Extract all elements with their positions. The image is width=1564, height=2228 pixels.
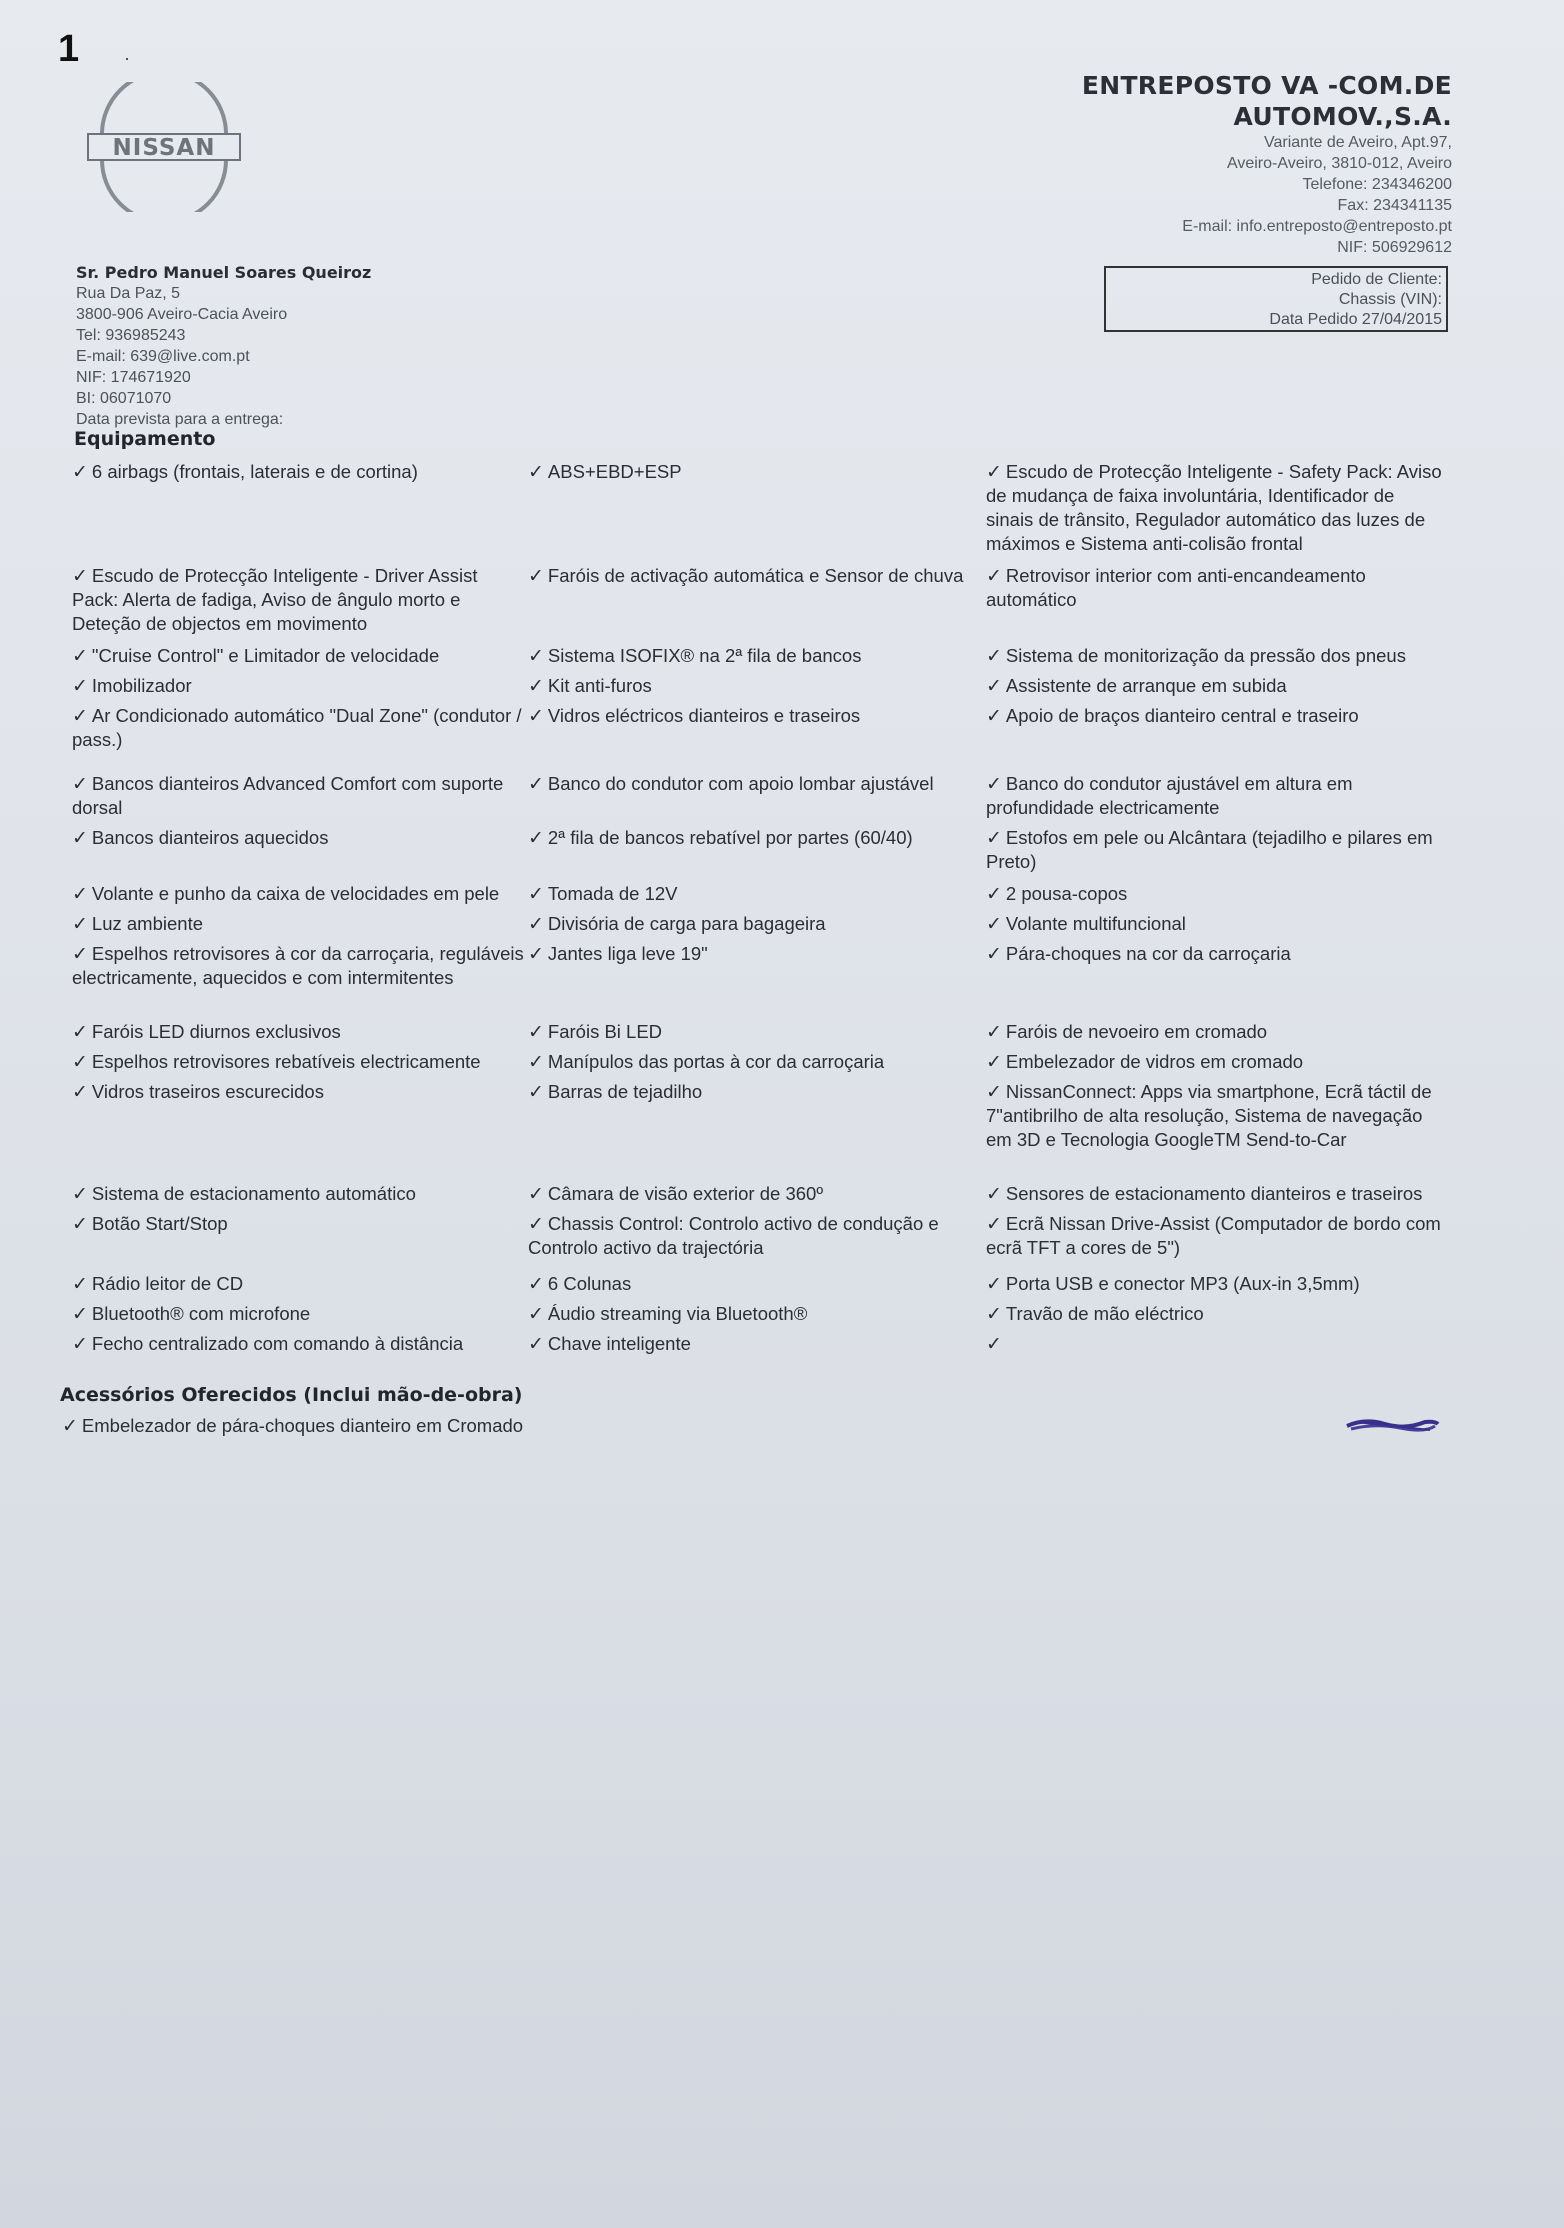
check-icon: ✓ [528, 1273, 544, 1295]
equipment-item [72, 1080, 524, 1104]
dealer-nif: NIF: 506929612 [1337, 239, 1452, 256]
check-icon: ✓ [72, 565, 88, 587]
check-icon: ✓ [986, 827, 1002, 849]
dealer-phone: Telefone: 234346200 [1302, 176, 1452, 193]
check-icon: ✓ [986, 883, 1002, 905]
check-icon: ✓ [72, 1021, 88, 1043]
equipment-item-label: Embelezador de vidros em cromado [1005, 1051, 1304, 1072]
equipment-item-label: Travão de mão eléctrico [1005, 1303, 1204, 1324]
equipment-item [72, 704, 524, 752]
customer-phone: Tel: 936985243 [76, 327, 186, 344]
chassis-label: Chassis (VIN): [1338, 291, 1442, 308]
equipment-item-label: "Cruise Control" e Limitador de velocidade [91, 645, 440, 666]
equipment-item-label: Botão Start/Stop [91, 1213, 228, 1234]
check-icon: ✓ [986, 1333, 1002, 1355]
check-icon: ✓ [528, 1051, 544, 1073]
equipment-item-label: Sistema ISOFIX® na 2ª fila de bancos [547, 645, 862, 666]
equipment-item [72, 674, 524, 698]
check-icon: ✓ [528, 461, 544, 483]
equipment-item [986, 1302, 1446, 1326]
equipment-item-label: Ecrã Nissan Drive-Assist (Computador de bordo com ecrã TFT a cores de 5") [986, 1213, 1441, 1258]
check-icon: ✓ [528, 1213, 544, 1235]
equipment-item [528, 564, 988, 588]
check-icon: ✓ [986, 645, 1002, 667]
check-icon: ✓ [528, 645, 544, 667]
equipment-item-label: Estofos em pele ou Alcântara (tejadilho e pilares em Preto) [986, 827, 1433, 872]
equipment-item [528, 772, 988, 796]
page-number: 1 [58, 28, 80, 70]
equipment-item-label: Rádio leitor de CD [91, 1273, 244, 1294]
check-icon: ✓ [986, 773, 1002, 795]
equipment-item [986, 1050, 1446, 1074]
equipment-item-label: Sistema de estacionamento automático [91, 1183, 416, 1204]
check-icon: ✓ [986, 1213, 1002, 1235]
check-icon: ✓ [528, 1021, 544, 1043]
equipment-item [986, 1212, 1446, 1260]
equipment-item-label: 6 Colunas [547, 1273, 632, 1294]
equipment-item [528, 1332, 988, 1356]
equipment-item-label: Sistema de monitorização da pressão dos pneus [1005, 645, 1406, 666]
equipment-item-label: Chave inteligente [547, 1333, 691, 1354]
check-icon: ✓ [72, 1303, 88, 1325]
equipment-item [72, 460, 524, 484]
dealer-email: E-mail: info.entreposto@entreposto.pt [1182, 218, 1452, 235]
order-date: Data Pedido 27/04/2015 [1269, 311, 1442, 328]
check-icon: ✓ [72, 1183, 88, 1205]
equipment-item [528, 1080, 988, 1104]
equipment-item-label: Bancos dianteiros Advanced Comfort com suporte dorsal [72, 773, 504, 818]
equipment-item [528, 1302, 988, 1326]
check-icon: ✓ [528, 773, 544, 795]
equipment-item-label: Imobilizador [91, 675, 192, 696]
equipment-item-label: Espelhos retrovisores à cor da carroçaria, reguláveis electricamente, aquecidos e com intermitentes [72, 943, 524, 988]
check-icon: ✓ [986, 1051, 1002, 1073]
equipment-item-label: Faróis de activação automática e Sensor de chuva [547, 565, 964, 586]
check-icon: ✓ [528, 705, 544, 727]
dealer-header [892, 70, 1452, 258]
equipment-item [528, 704, 988, 728]
equipment-item [528, 644, 988, 668]
check-icon: ✓ [528, 1183, 544, 1205]
accessories-title: Acessórios Oferecidos (Inclui mão-de-obra) [60, 1384, 523, 1406]
customer-email: E-mail: 639@live.com.pt [76, 348, 250, 365]
equipment-item [72, 1050, 524, 1074]
customer-city: 3800-906 Aveiro-Cacia Aveiro [76, 306, 288, 323]
equipment-item [72, 1182, 524, 1206]
equipment-item [72, 1302, 524, 1326]
check-icon: ✓ [528, 827, 544, 849]
equipment-item-label: Assistente de arranque em subida [1005, 675, 1287, 696]
equipment-item [986, 1332, 1446, 1356]
client-order-label: Pedido de Cliente: [1311, 271, 1442, 288]
dealer-fax: Fax: 234341135 [1337, 197, 1452, 214]
equipment-item-label: Divisória de carga para bagageira [547, 913, 826, 934]
check-icon: ✓ [72, 705, 88, 727]
equipment-item-label: Escudo de Protecção Inteligente - Driver Assist Pack: Alerta de fadiga, Aviso de ângulo morto e Deteção de objectos em movimento [72, 565, 478, 634]
check-icon: ✓ [72, 1273, 88, 1295]
equipment-item-label: Faróis LED diurnos exclusivos [91, 1021, 341, 1042]
equipment-title: Equipamento [74, 428, 216, 450]
check-icon: ✓ [72, 943, 88, 965]
equipment-item [528, 674, 988, 698]
equipment-item [528, 1272, 988, 1296]
equipment-item [528, 1020, 988, 1044]
check-icon: ✓ [72, 1213, 88, 1235]
accessory-item-label: Embelezador de pára-choques dianteiro em Cromado [81, 1415, 524, 1436]
check-icon: ✓ [986, 1183, 1002, 1205]
check-icon: ✓ [72, 913, 88, 935]
equipment-item-label: Câmara de visão exterior de 360º [547, 1183, 824, 1204]
delivery-date-label: Data prevista para a entrega: [76, 411, 284, 428]
check-icon: ✓ [528, 1333, 544, 1355]
equipment-item [986, 1020, 1446, 1044]
equipment-item [528, 942, 988, 966]
check-icon: ✓ [986, 565, 1002, 587]
equipment-item [986, 1080, 1446, 1152]
check-icon: ✓ [72, 675, 88, 697]
equipment-item-label: NissanConnect: Apps via smartphone, Ecrã táctil de 7"antibrilho de alta resolução, Sistema de navegação em 3D e Tecnologia GoogleTM Send-to-Car [986, 1081, 1432, 1150]
equipment-item [72, 644, 524, 668]
equipment-item [986, 564, 1446, 612]
check-icon: ✓ [986, 1273, 1002, 1295]
check-icon: ✓ [528, 1081, 544, 1103]
check-icon: ✓ [986, 1303, 1002, 1325]
pen-scribble-mark [1345, 1414, 1440, 1436]
equipment-item [986, 460, 1446, 556]
check-icon: ✓ [72, 461, 88, 483]
check-icon: ✓ [528, 565, 544, 587]
check-icon: ✓ [986, 1021, 1002, 1043]
check-icon: ✓ [986, 913, 1002, 935]
equipment-item [528, 1212, 988, 1260]
check-icon: ✓ [528, 883, 544, 905]
equipment-item-label: Vidros eléctricos dianteiros e traseiros [547, 705, 861, 726]
dealer-name-line2: AUTOMOV.,S.A. [1233, 102, 1452, 131]
equipment-item [986, 882, 1446, 906]
nissan-logo [84, 82, 244, 212]
equipment-item-label: Apoio de braços dianteiro central e traseiro [1005, 705, 1359, 726]
customer-street: Rua Da Paz, 5 [76, 285, 181, 302]
equipment-item [72, 772, 524, 820]
customer-block [76, 262, 576, 430]
equipment-item [528, 912, 988, 936]
equipment-item-label: Vidros traseiros escurecidos [91, 1081, 324, 1102]
customer-bi: BI: 06071070 [76, 390, 172, 407]
equipment-item [72, 912, 524, 936]
check-icon: ✓ [528, 943, 544, 965]
equipment-item-label: Banco do condutor ajustável em altura em profundidade electricamente [986, 773, 1353, 818]
equipment-item [986, 772, 1446, 820]
equipment-item [528, 882, 988, 906]
equipment-item [528, 826, 988, 850]
equipment-item-label: 2ª fila de bancos rebatível por partes (60/40) [547, 827, 913, 848]
order-info-box [1104, 266, 1448, 332]
check-icon: ✓ [986, 461, 1002, 483]
equipment-item [72, 1020, 524, 1044]
equipment-item [72, 882, 524, 906]
dealer-address2: Aveiro-Aveiro, 3810-012, Aveiro [1226, 155, 1452, 172]
equipment-item-label: Luz ambiente [91, 913, 203, 934]
equipment-item [72, 564, 524, 636]
check-icon: ✓ [72, 1081, 88, 1103]
dealer-name-line1: ENTREPOSTO VA -COM.DE [1081, 71, 1452, 100]
equipment-item [528, 1182, 988, 1206]
equipment-item [528, 1050, 988, 1074]
equipment-item-label: Pára-choques na cor da carroçaria [1005, 943, 1291, 964]
equipment-item [986, 912, 1446, 936]
equipment-item-label: 6 airbags (frontais, laterais e de cortina) [91, 461, 418, 482]
equipment-item [986, 1182, 1446, 1206]
check-icon: ✓ [72, 773, 88, 795]
equipment-item-label: Banco do condutor com apoio lombar ajustável [547, 773, 934, 794]
equipment-item-label: Volante multifuncional [1005, 913, 1186, 934]
equipment-item-label: Barras de tejadilho [547, 1081, 703, 1102]
check-icon: ✓ [986, 1081, 1002, 1103]
check-icon: ✓ [72, 827, 88, 849]
check-icon: ✓ [72, 1333, 88, 1355]
equipment-item-label: Ar Condicionado automático "Dual Zone" (condutor / pass.) [72, 705, 522, 750]
check-icon: ✓ [72, 645, 88, 667]
customer-nif: NIF: 174671920 [76, 369, 191, 386]
equipment-item [986, 644, 1446, 668]
equipment-item-label: Espelhos retrovisores rebatíveis electricamente [91, 1051, 481, 1072]
equipment-item-label: Kit anti-furos [547, 675, 652, 696]
equipment-item-label: Áudio streaming via Bluetooth® [547, 1303, 808, 1324]
page-mark: · [124, 48, 130, 68]
customer-name: Sr. Pedro Manuel Soares Queiroz [76, 263, 372, 282]
equipment-item [986, 942, 1446, 966]
equipment-item [72, 826, 524, 850]
equipment-item-label: Bluetooth® com microfone [91, 1303, 311, 1324]
equipment-item-label: Escudo de Protecção Inteligente - Safety Pack: Aviso de mudança de faixa involuntária, Identificador de sinais de trânsito, Regulador automático das luzes de máximos e Sistema anti-colisão frontal [986, 461, 1442, 554]
equipment-item [72, 1332, 524, 1356]
equipment-item-label: Retrovisor interior com anti-encandeamento automático [986, 565, 1366, 610]
accessory-item [62, 1414, 622, 1438]
check-icon: ✓ [986, 675, 1002, 697]
equipment-item-label: Jantes liga leve 19" [547, 943, 708, 964]
equipment-item-label: Fecho centralizado com comando à distância [91, 1333, 464, 1354]
equipment-item-label: Manípulos das portas à cor da carroçaria [547, 1051, 885, 1072]
equipment-item-label: Faróis Bi LED [547, 1021, 663, 1042]
equipment-item [72, 942, 524, 990]
equipment-item-label: ABS+EBD+ESP [547, 461, 682, 482]
equipment-item [528, 460, 988, 484]
check-icon: ✓ [528, 1303, 544, 1325]
check-icon: ✓ [986, 705, 1002, 727]
check-icon: ✓ [528, 913, 544, 935]
equipment-item [986, 704, 1446, 728]
equipment-item [986, 674, 1446, 698]
check-icon: ✓ [72, 1051, 88, 1073]
equipment-item [986, 826, 1446, 874]
equipment-item-label: Sensores de estacionamento dianteiros e traseiros [1005, 1183, 1423, 1204]
check-icon: ✓ [62, 1415, 78, 1437]
equipment-item-label: Volante e punho da caixa de velocidades em pele [91, 883, 500, 904]
check-icon: ✓ [72, 883, 88, 905]
equipment-item-label: Porta USB e conector MP3 (Aux-in 3,5mm) [1005, 1273, 1360, 1294]
equipment-item [72, 1212, 524, 1236]
equipment-item [72, 1272, 524, 1296]
equipment-item-label: Chassis Control: Controlo activo de condução e Controlo activo da trajectória [528, 1213, 939, 1258]
equipment-item-label: Faróis de nevoeiro em cromado [1005, 1021, 1268, 1042]
equipment-item [986, 1272, 1446, 1296]
check-icon: ✓ [528, 675, 544, 697]
equipment-item-label: 2 pousa-copos [1005, 883, 1128, 904]
check-icon: ✓ [986, 943, 1002, 965]
logo-text: NISSAN [112, 135, 216, 161]
dealer-address1: Variante de Aveiro, Apt.97, [1264, 134, 1452, 151]
equipment-item-label: Tomada de 12V [547, 883, 678, 904]
equipment-item-label: Bancos dianteiros aquecidos [91, 827, 329, 848]
